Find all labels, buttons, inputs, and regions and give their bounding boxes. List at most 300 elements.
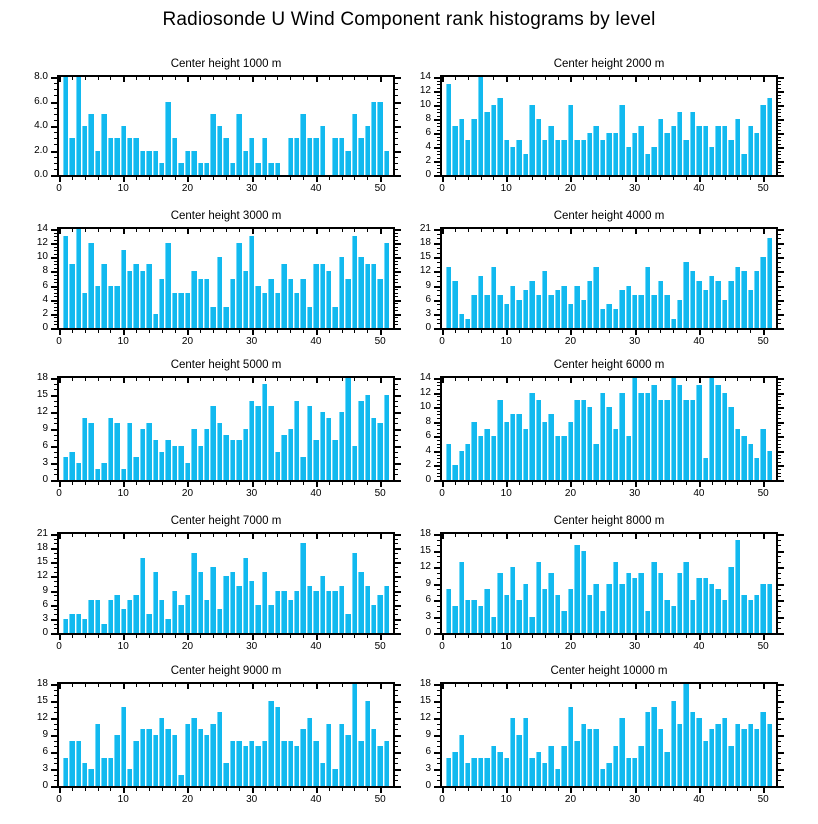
bar-rank-30: [632, 378, 637, 480]
x-minor-tick-top: [354, 229, 355, 232]
bar-rank-33: [268, 605, 273, 633]
x-minor-tick-bottom: [98, 788, 99, 791]
bar-rank-29: [626, 147, 631, 175]
x-minor-tick-bottom: [493, 330, 494, 333]
y-tick-label: 4: [42, 293, 48, 305]
y-major-tick-left: [434, 701, 440, 703]
subplot-2000m: [419, 58, 778, 194]
x-minor-tick-top: [200, 229, 201, 232]
x-minor-tick-bottom: [239, 177, 240, 180]
bar-rank-17: [548, 573, 553, 634]
bar-rank-33: [268, 163, 273, 175]
bar-rank-13: [523, 429, 528, 480]
x-tick-label: 0: [56, 488, 62, 499]
x-minor-tick-bottom: [226, 177, 227, 180]
bar-rank-27: [613, 309, 618, 328]
x-minor-tick-top: [175, 684, 176, 687]
x-minor-tick-bottom: [265, 788, 266, 791]
bar-rank-23: [204, 279, 209, 329]
y-minor-tick-left: [54, 707, 57, 708]
x-minor-tick-top: [750, 229, 751, 232]
x-minor-tick-top: [367, 229, 368, 232]
x-minor-tick-bottom: [303, 482, 304, 485]
y-minor-tick-left: [437, 562, 440, 563]
y-major-tick-left: [434, 133, 440, 135]
bar-rank-2: [452, 606, 457, 634]
y-minor-tick-right: [395, 108, 398, 109]
x-major-tick-top: [570, 534, 572, 539]
bar-rank-46: [352, 553, 357, 633]
y-major-tick-right: [778, 752, 784, 754]
bar-rank-31: [255, 286, 260, 328]
bar-rank-47: [358, 572, 363, 633]
y-minor-tick-left: [437, 724, 440, 725]
x-major-tick-bottom: [316, 788, 318, 793]
y-minor-tick-right: [778, 165, 781, 166]
bar-rank-19: [178, 605, 183, 633]
x-minor-tick-bottom: [455, 635, 456, 638]
x-minor-tick-top: [468, 77, 469, 80]
y-minor-tick-left: [437, 295, 440, 296]
y-minor-tick-left: [54, 264, 57, 265]
x-minor-tick-bottom: [213, 482, 214, 485]
y-minor-tick-left: [437, 116, 440, 117]
bar-rank-43: [715, 126, 720, 175]
x-minor-tick-bottom: [712, 788, 713, 791]
x-minor-tick-top: [596, 378, 597, 381]
y-minor-tick-right: [395, 321, 398, 322]
subplot-7000m: [36, 515, 395, 652]
bar-rank-9: [114, 286, 119, 328]
bar-rank-10: [504, 595, 509, 634]
x-minor-tick-bottom: [545, 788, 546, 791]
y-minor-tick-right: [778, 95, 781, 96]
bar-rank-40: [313, 138, 318, 175]
y-minor-tick-left: [54, 233, 57, 234]
bar-rank-13: [140, 429, 145, 480]
bar-rank-14: [146, 264, 151, 328]
bar-rank-38: [683, 262, 688, 328]
bar-rank-39: [690, 400, 695, 480]
x-minor-tick-bottom: [213, 788, 214, 791]
bar-rank-19: [178, 446, 183, 480]
y-major-tick-left: [51, 591, 57, 593]
bar-rank-3: [76, 741, 81, 786]
x-minor-tick-top: [98, 229, 99, 232]
bar-rank-45: [345, 151, 350, 176]
y-minor-tick-left: [437, 158, 440, 159]
y-minor-tick-right: [395, 138, 398, 139]
bar-rank-48: [365, 126, 370, 175]
bar-rank-27: [613, 133, 618, 175]
bar-rank-20: [568, 422, 573, 480]
bar-rank-8: [491, 746, 496, 786]
y-minor-tick-right: [395, 418, 398, 419]
bar-rank-26: [223, 307, 228, 328]
bar-rank-8: [491, 267, 496, 328]
bar-rank-31: [255, 163, 260, 175]
y-minor-tick-right: [778, 123, 781, 124]
x-minor-tick-bottom: [725, 635, 726, 638]
bar-rank-27: [613, 429, 618, 480]
bar-rank-37: [294, 401, 299, 480]
bar-rank-45: [345, 378, 350, 480]
y-minor-tick-right: [778, 253, 781, 254]
x-minor-tick-top: [519, 77, 520, 80]
bar-rank-14: [529, 758, 534, 786]
x-minor-tick-top: [583, 77, 584, 80]
y-minor-tick-left: [437, 589, 440, 590]
x-minor-tick-top: [265, 229, 266, 232]
bar-rank-6: [95, 286, 100, 328]
x-minor-tick-bottom: [583, 635, 584, 638]
x-minor-tick-bottom: [725, 482, 726, 485]
y-minor-tick-right: [395, 254, 398, 255]
x-minor-tick-bottom: [277, 482, 278, 485]
y-major-tick-right: [778, 600, 784, 602]
y-minor-tick-left: [54, 624, 57, 625]
x-minor-tick-top: [712, 684, 713, 687]
y-minor-tick-right: [395, 707, 398, 708]
x-major-tick-bottom: [380, 330, 382, 335]
bar-rank-1: [446, 589, 451, 633]
y-tick-label: 2.0: [34, 144, 48, 156]
y-minor-tick-left: [437, 763, 440, 764]
x-major-tick-bottom: [123, 330, 125, 335]
x-minor-tick-bottom: [712, 635, 713, 638]
y-minor-tick-left: [54, 384, 57, 385]
x-tick-label: 20: [181, 488, 194, 499]
x-minor-tick-bottom: [648, 788, 649, 791]
bar-rank-25: [217, 257, 222, 328]
x-minor-tick-top: [329, 229, 330, 232]
x-major-tick-bottom: [763, 330, 765, 335]
x-minor-tick-top: [149, 229, 150, 232]
bar-rank-36: [671, 378, 676, 480]
y-tick-label: 12: [419, 386, 431, 398]
bar-rank-23: [204, 735, 209, 786]
y-major-tick-right: [778, 105, 784, 107]
bar-rank-2: [69, 138, 74, 175]
bar-rank-51: [767, 724, 772, 786]
x-major-tick-bottom: [506, 330, 508, 335]
bar-rank-44: [722, 300, 727, 328]
y-minor-tick-left: [437, 168, 440, 169]
x-minor-tick-bottom: [622, 330, 623, 333]
y-major-tick-right: [395, 463, 401, 465]
bar-rank-1: [446, 444, 451, 480]
y-major-tick-left: [434, 633, 440, 635]
bar-rank-15: [153, 440, 158, 480]
y-minor-tick-left: [437, 455, 440, 456]
y-minor-tick-left: [54, 321, 57, 322]
x-minor-tick-bottom: [342, 635, 343, 638]
x-major-tick-bottom: [187, 482, 189, 487]
x-tick-label: 50: [757, 488, 769, 499]
y-minor-tick-right: [395, 247, 398, 248]
y-major-tick-right: [778, 701, 784, 703]
y-minor-tick-right: [778, 462, 781, 463]
x-major-tick-bottom: [59, 482, 61, 487]
x-minor-tick-top: [226, 229, 227, 232]
y-minor-tick-right: [778, 411, 781, 412]
y-major-tick-right: [395, 314, 401, 316]
y-major-tick-right: [395, 378, 401, 380]
subplot-title: Center height 2000 m: [553, 58, 665, 70]
bar-rank-36: [671, 701, 676, 786]
y-major-tick-left: [434, 617, 440, 619]
bar-rank-17: [165, 243, 170, 328]
bar-rank-33: [651, 707, 656, 786]
y-major-tick-right: [395, 271, 401, 273]
y-minor-tick-left: [437, 154, 440, 155]
bar-rank-5: [88, 243, 93, 328]
bar-rank-16: [542, 763, 547, 786]
y-minor-tick-left: [54, 324, 57, 325]
y-major-tick-left: [434, 105, 440, 107]
x-major-tick-top: [506, 684, 508, 689]
y-minor-tick-left: [437, 476, 440, 477]
y-minor-tick-left: [437, 382, 440, 383]
y-tick-label: 15: [36, 695, 48, 706]
y-minor-tick-right: [395, 469, 398, 470]
bar-rank-25: [600, 309, 605, 328]
bar-rank-24: [210, 114, 215, 175]
x-minor-tick-top: [737, 378, 738, 381]
x-major-tick-top: [763, 534, 765, 539]
x-minor-tick-top: [558, 378, 559, 381]
y-minor-tick-right: [395, 741, 398, 742]
x-tick-label: 30: [629, 488, 641, 499]
bar-rank-47: [358, 257, 363, 328]
y-minor-tick-right: [395, 293, 398, 294]
y-major-tick-left: [51, 412, 57, 414]
y-tick-label: 8: [425, 113, 431, 124]
bar-rank-3: [459, 119, 464, 175]
bar-rank-48: [748, 600, 753, 633]
y-major-tick-right: [395, 446, 401, 448]
x-minor-tick-top: [648, 534, 649, 537]
y-tick-label: 6.0: [34, 95, 48, 107]
y-minor-tick-right: [395, 572, 398, 573]
bar-rank-39: [690, 271, 695, 328]
y-major-tick-right: [778, 735, 784, 737]
y-major-tick-right: [778, 243, 784, 245]
y-major-tick-right: [395, 548, 401, 550]
bar-rank-16: [159, 718, 164, 786]
y-tick-label: 21: [419, 223, 431, 234]
y-minor-tick-left: [54, 120, 57, 121]
bar-rank-35: [664, 133, 669, 175]
y-minor-tick-right: [778, 606, 781, 607]
x-major-tick-top: [123, 534, 125, 539]
x-minor-tick-top: [213, 229, 214, 232]
x-minor-tick-bottom: [175, 635, 176, 638]
x-minor-tick-bottom: [545, 482, 546, 485]
y-minor-tick-right: [395, 695, 398, 696]
x-tick-label: 50: [374, 183, 386, 194]
bar-rank-16: [542, 589, 547, 633]
y-minor-tick-left: [54, 144, 57, 145]
y-major-tick-right: [778, 633, 784, 635]
x-major-tick-top: [570, 378, 572, 383]
y-minor-tick-left: [54, 553, 57, 554]
x-minor-tick-top: [85, 534, 86, 537]
y-tick-label: 3: [42, 763, 48, 774]
x-tick-label: 30: [246, 641, 258, 652]
y-minor-tick-left: [54, 581, 57, 582]
subplot-title: Center height 9000 m: [170, 665, 282, 677]
y-major-tick-left: [434, 422, 440, 424]
x-minor-tick-bottom: [455, 482, 456, 485]
x-minor-tick-bottom: [519, 635, 520, 638]
y-major-tick-right: [778, 534, 784, 536]
y-tick-label: 3: [425, 610, 431, 622]
x-major-tick-top: [635, 229, 637, 234]
y-major-tick-left: [434, 551, 440, 553]
y-minor-tick-left: [54, 690, 57, 691]
x-minor-tick-bottom: [175, 330, 176, 333]
y-minor-tick-right: [395, 440, 398, 441]
bar-rank-23: [587, 133, 592, 175]
x-minor-tick-bottom: [162, 482, 163, 485]
x-minor-tick-top: [342, 77, 343, 80]
y-major-tick-left: [51, 619, 57, 621]
bar-rank-23: [204, 600, 209, 633]
bar-rank-20: [185, 463, 190, 480]
bar-rank-9: [114, 595, 119, 633]
y-minor-tick-left: [54, 595, 57, 596]
x-minor-tick-bottom: [481, 482, 482, 485]
y-major-tick-left: [51, 701, 57, 703]
y-minor-tick-left: [54, 307, 57, 308]
x-tick-label: 0: [439, 794, 445, 805]
x-minor-tick-bottom: [481, 635, 482, 638]
y-minor-tick-right: [778, 323, 781, 324]
x-minor-tick-top: [367, 378, 368, 381]
bar-rank-41: [320, 126, 325, 175]
y-tick-label: 0: [42, 627, 48, 638]
x-major-tick-bottom: [699, 330, 701, 335]
y-minor-tick-left: [437, 253, 440, 254]
x-tick-label: 10: [500, 641, 512, 652]
y-minor-tick-right: [778, 628, 781, 629]
x-minor-tick-bottom: [545, 330, 546, 333]
y-minor-tick-right: [778, 109, 781, 110]
y-minor-tick-left: [54, 724, 57, 725]
bar-rank-35: [664, 752, 669, 786]
y-minor-tick-right: [395, 457, 398, 458]
y-minor-tick-right: [395, 729, 398, 730]
bar-rank-20: [185, 293, 190, 328]
bar-rank-47: [741, 436, 746, 480]
y-minor-tick-right: [778, 130, 781, 131]
x-minor-tick-bottom: [622, 482, 623, 485]
y-major-tick-right: [778, 551, 784, 553]
bar-rank-24: [593, 126, 598, 175]
bar-rank-34: [275, 293, 280, 328]
y-minor-tick-left: [54, 89, 57, 90]
y-major-tick-right: [778, 684, 784, 686]
bar-rank-1: [446, 84, 451, 175]
bar-rank-17: [548, 295, 553, 328]
y-major-tick-right: [395, 429, 401, 431]
x-minor-tick-top: [532, 77, 533, 80]
x-major-tick-top: [699, 534, 701, 539]
y-minor-tick-left: [437, 304, 440, 305]
x-minor-tick-bottom: [342, 482, 343, 485]
y-minor-tick-left: [54, 236, 57, 237]
bar-rank-25: [600, 393, 605, 480]
x-minor-tick-bottom: [354, 635, 355, 638]
bar-rank-40: [696, 578, 701, 633]
x-minor-tick-bottom: [239, 330, 240, 333]
bar-rank-45: [345, 614, 350, 633]
y-minor-tick-left: [437, 404, 440, 405]
bar-rank-42: [709, 584, 714, 634]
x-minor-tick-top: [609, 684, 610, 687]
y-minor-tick-right: [395, 406, 398, 407]
y-major-tick-left: [434, 567, 440, 569]
y-minor-tick-right: [778, 476, 781, 477]
bar-rank-13: [140, 558, 145, 633]
x-minor-tick-bottom: [110, 177, 111, 180]
y-minor-tick-right: [395, 169, 398, 170]
bar-rank-51: [384, 741, 389, 786]
bar-rank-27: [613, 746, 618, 786]
y-minor-tick-left: [437, 95, 440, 96]
y-major-tick-left: [51, 769, 57, 771]
y-minor-tick-right: [395, 600, 398, 601]
bar-rank-31: [638, 126, 643, 175]
bar-rank-1: [63, 457, 68, 480]
y-major-tick-right: [778, 584, 784, 586]
x-major-tick-top: [187, 684, 189, 689]
bar-rank-37: [677, 385, 682, 480]
x-tick-label: 50: [374, 641, 386, 652]
x-major-tick-bottom: [442, 330, 444, 335]
bar-rank-3: [459, 451, 464, 480]
y-major-tick-right: [778, 393, 784, 395]
y-major-tick-right: [778, 769, 784, 771]
y-minor-tick-right: [778, 126, 781, 127]
y-major-tick-left: [51, 175, 57, 177]
x-major-tick-top: [252, 229, 254, 234]
y-major-tick-right: [395, 77, 401, 79]
x-minor-tick-bottom: [750, 177, 751, 180]
x-minor-tick-top: [277, 684, 278, 687]
y-minor-tick-right: [395, 595, 398, 596]
x-minor-tick-bottom: [660, 635, 661, 638]
y-tick-label: 15: [419, 695, 431, 706]
bar-rank-37: [677, 724, 682, 786]
x-tick-label: 20: [564, 641, 577, 652]
y-minor-tick-left: [437, 267, 440, 268]
x-minor-tick-bottom: [519, 330, 520, 333]
x-minor-tick-bottom: [136, 788, 137, 791]
y-minor-tick-right: [778, 712, 781, 713]
y-tick-label: 10: [419, 99, 431, 110]
y-major-tick-right: [778, 328, 784, 330]
y-minor-tick-right: [778, 573, 781, 574]
y-minor-tick-left: [54, 310, 57, 311]
bar-rank-2: [69, 741, 74, 786]
bar-rank-8: [491, 617, 496, 634]
bar-rank-12: [516, 140, 521, 175]
x-major-tick-top: [506, 534, 508, 539]
x-major-tick-bottom: [506, 177, 508, 182]
x-tick-label: 10: [500, 183, 512, 194]
